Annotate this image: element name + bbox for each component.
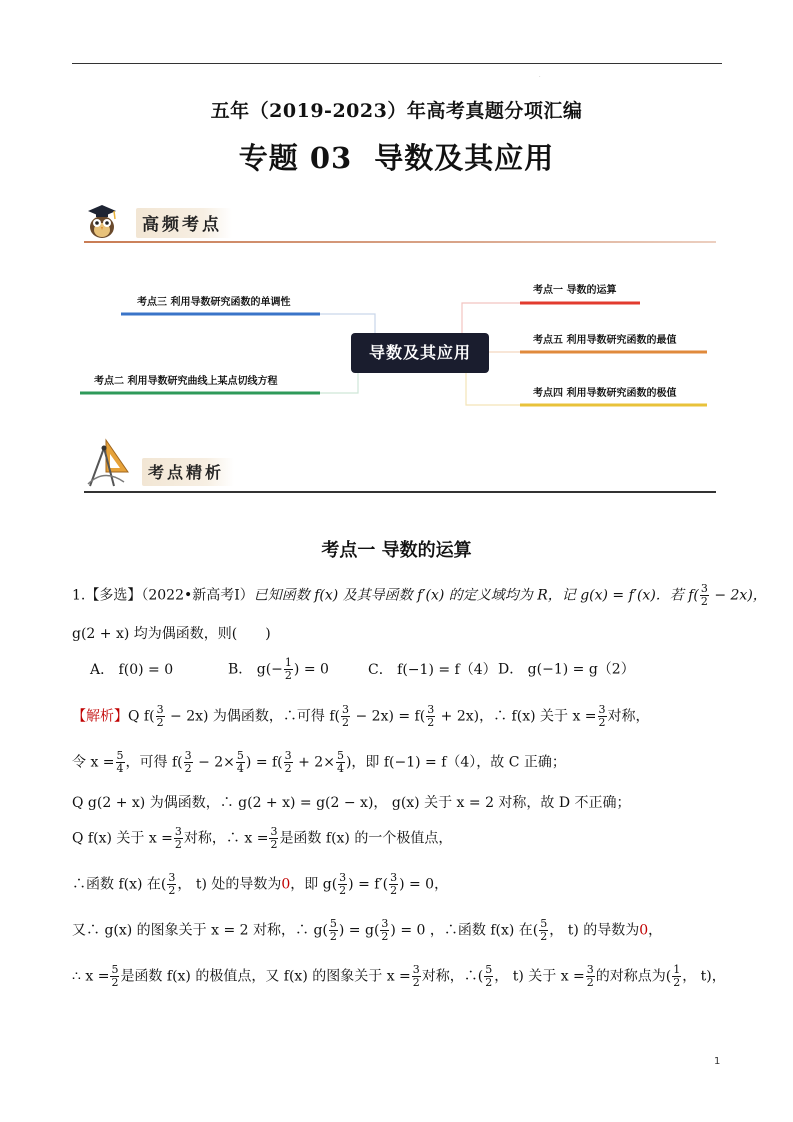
mindmap-branch-left-bottom: 考点二 利用导数研究曲线上某点切线方程 [94,376,278,387]
header-dot: . [539,73,541,79]
question-tag: 【多选】 [85,587,142,604]
question-line-1 [72,583,767,608]
solution-tag: 【解析】 [72,708,128,725]
graduate-owl-icon [84,200,124,240]
fraction-3-2: $\frac{3}{2}$ [700,582,708,609]
question-stem-a: 已知函数 f(x) 及其导函数 f′(x) 的定义域均为 R，记 g(x) = f′(x)．若 f( [253,587,699,604]
solution-line-1: 【解析】Q f( $\frac{3}{2}$ − 2x) 为偶函数，∴可得 f( $\frac{3}{2}$ − 2x) = f( $\frac{3}{2}$ + 2x)，∴ f(x) 关于 x = $\frac{3}{2}$ 对称， [72,703,650,730]
mindmap-branch-left-top: 考点三 利用导数研究函数的单调性 [137,297,291,308]
solution-line-5: ∴函数 f(x) 在( $\frac{3}{2}$ ， t) 处的导数为0，即 g( $\frac{3}{2}$ ) = f′( $\frac{3}{2}$ ) = 0， [72,871,449,898]
solution-line-2: 令 x = $\frac{5}{4}$ ，可得 f( $\frac{3}{2}$ − 2× $\frac{5}{4}$ ) = f( $\frac{3}{2}$ + 2× $\frac{5}{4}$ )，即 f(−1) = f（4），故 C 正确； [72,749,566,776]
mindmap-branch-right-2: 考点五 利用导数研究函数的最值 [533,335,677,346]
solution-line-7: ∴ x = $\frac{5}{2}$ 是函数 f(x) 的极值点，又 f(x) 的图象关于 x = $\frac{3}{2}$ 对称，∴( $\frac{5}{2}$ ， t) 关于 x = $\frac{3}{2}$ 的对称点为( $\frac{1}{2}$ ， t)， [72,963,726,990]
mindmap-center: 导数及其应用 [351,333,489,373]
top-rule [72,63,722,64]
mindmap-branch-right-3: 考点四 利用导数研究函数的极值 [533,388,677,399]
section-rule-high-frequency [84,241,716,243]
question-stem-b: − 2x)， [709,587,767,604]
option-a: A． f(0) = 0 [90,661,174,678]
topic-name: 导数及其应用 [374,141,555,175]
page-number: 1 [714,1056,721,1067]
solution-line-4: Q f(x) 关于 x = $\frac{3}{2}$ 对称，∴ x = $\frac{3}{2}$ 是函数 f(x) 的一个极值点， [72,825,453,852]
section-header-analysis [84,438,724,490]
mindmap-branch-right-1: 考点一 导数的运算 [533,285,617,296]
question-number: 1. [72,587,86,604]
section-rule-analysis [84,491,716,493]
question-line-2: g(2 + x) 均为偶函数，则( ) [72,626,271,642]
section-label-high-frequency: 高频考点 [136,208,232,238]
option-b: B． g(− $\frac{1}{2}$ ) = 0 [228,656,329,683]
question-options [90,657,635,682]
section-header-high-frequency [84,200,724,240]
drafting-tools-icon [84,438,136,490]
section-label-analysis: 考点精析 [142,458,234,486]
solution-line-3: Q g(2 + x) 为偶函数，∴ g(2 + x) = g(2 − x)， g(x) 关于 x = 2 对称，故 D 不正确； [72,795,631,811]
topic-label: 专题 03 [238,141,353,175]
option-c: C． f(−1) = f（4） [368,661,497,678]
question-source: （2022•新高考Ⅰ） [141,587,254,604]
option-d: D． g(−1) = g（2） [498,661,635,678]
page-title [0,136,793,177]
solution-line-6: 又∴ g(x) 的图象关于 x = 2 对称，∴ g( $\frac{5}{2}$ ) = g( $\frac{3}{2}$ ) = 0 ，∴函数 f(x) 在( $\frac{5}{2}$ ， t) 的导数为0， [72,917,663,944]
series-title: 五年（2019-2023）年高考真题分项汇编 [210,100,583,122]
kaodian-title: 考点一 导数的运算 [321,540,472,561]
